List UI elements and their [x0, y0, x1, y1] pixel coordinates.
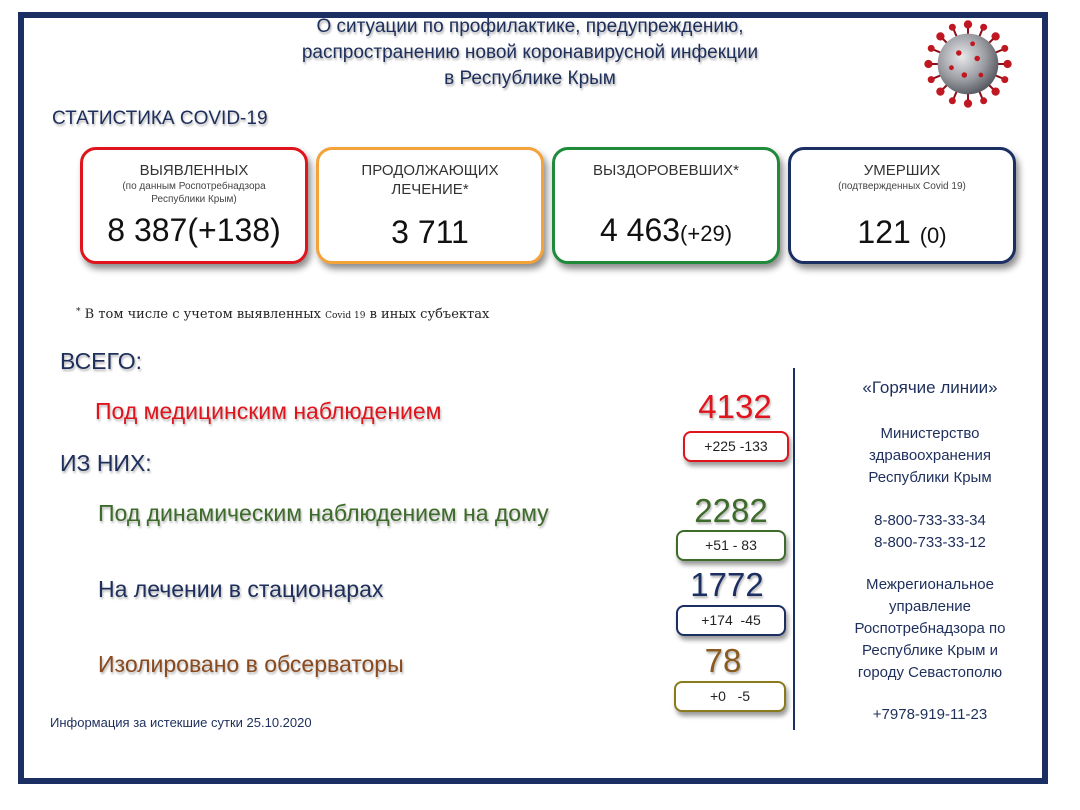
card-deceased — [788, 147, 1016, 264]
hotlines-rpn-phone[interactable]: +7978-919-11-23 — [872, 706, 988, 723]
ministry-line-2: здравоохранения — [869, 447, 991, 464]
footnote-star: * — [76, 307, 81, 317]
stats-heading: СТАТИСТИКА COVID-19 — [52, 108, 268, 129]
hotlines-rpn — [820, 574, 1040, 684]
rpn-line-4: Республике Крым и — [862, 642, 998, 659]
card-deceased-value — [791, 214, 1013, 251]
card-deceased-label: УМЕРШИХ — [863, 162, 941, 179]
row-hospital-delta: +174 -45 — [676, 605, 786, 636]
title-line-1: О ситуации по профилактике, предупреждению, — [316, 16, 744, 37]
title-line-3: в Республике Крым — [444, 68, 616, 89]
of-them-heading: ИЗ НИХ: — [60, 450, 152, 476]
card-recovered-value — [555, 212, 777, 249]
card-detected-label: ВЫЯВЛЕННЫХ — [139, 162, 249, 179]
rpn-line-3: Роспотребнадзора по — [854, 620, 1006, 637]
ministry-line-3: Республики Крым — [868, 469, 992, 486]
rpn-line-5: городу Севастополю — [857, 664, 1003, 681]
coronavirus-icon — [922, 18, 1014, 110]
row-home-delta: +51 - 83 — [676, 530, 786, 561]
info-date: Информация за истекшие сутки 25.10.2020 — [50, 715, 312, 730]
footnote-text-after: в иных субъектах — [365, 307, 490, 322]
row-isolated-delta: +0 -5 — [674, 681, 786, 712]
row-observation-label: Под медицинским наблюдением — [95, 398, 442, 424]
ministry-line-1: Министерство — [880, 425, 980, 442]
card-recovered — [552, 147, 780, 264]
row-observation-delta: +225 -133 — [683, 431, 789, 462]
ministry-phone-1[interactable]: 8-800-733-33-34 — [874, 512, 986, 529]
card-deceased-sub: (подтвержденных Covid 19) — [838, 181, 966, 192]
footnote — [76, 307, 489, 322]
row-isolated-value: 78 — [704, 642, 742, 679]
row-hospital-value: 1772 — [690, 566, 764, 603]
hotlines-ministry-phones — [820, 510, 1040, 554]
footnote-covid: Covid 19 — [325, 311, 366, 321]
card-recovered-main: 4 463 — [599, 212, 681, 248]
row-home-value: 2282 — [694, 492, 768, 529]
row-hospital-label: На лечении в стационарах — [98, 576, 384, 602]
card-detected-value: 8 387(+138) — [107, 212, 281, 248]
card-detected-sub: (по данным Роспотребнадзора Республики Крым) — [122, 181, 266, 205]
total-heading: ВСЕГО: — [60, 348, 142, 374]
card-deceased-delta: (0) — [919, 223, 947, 248]
ministry-phone-2[interactable]: 8-800-733-33-12 — [874, 534, 986, 551]
card-in-treatment-value: 3 711 — [391, 214, 469, 250]
hotlines-title: «Горячие линии» — [862, 378, 998, 397]
footnote-text-before: В том числе с учетом выявленных — [84, 307, 326, 322]
page-title — [200, 14, 860, 92]
card-detected — [80, 147, 308, 264]
title-line-2: распространению новой коронавирусной инфекции — [301, 42, 759, 63]
card-recovered-label: ВЫЗДОРОВЕВШИХ* — [593, 162, 739, 179]
row-home-label: Под динамическим наблюдением на дому — [98, 500, 549, 526]
rpn-line-2: управление — [888, 598, 972, 615]
row-observation-value: 4132 — [698, 388, 772, 425]
card-deceased-main: 121 — [857, 214, 920, 250]
rpn-line-1: Межрегиональное — [866, 576, 994, 593]
divider-line — [793, 368, 795, 730]
card-in-treatment — [316, 147, 544, 264]
card-recovered-delta: (+29) — [680, 221, 733, 246]
hotlines-ministry — [820, 423, 1040, 489]
card-in-treatment-label: ПРОДОЛЖАЮЩИХ ЛЕЧЕНИЕ* — [361, 162, 499, 198]
row-isolated-label: Изолировано в обсерваторы — [98, 651, 404, 677]
